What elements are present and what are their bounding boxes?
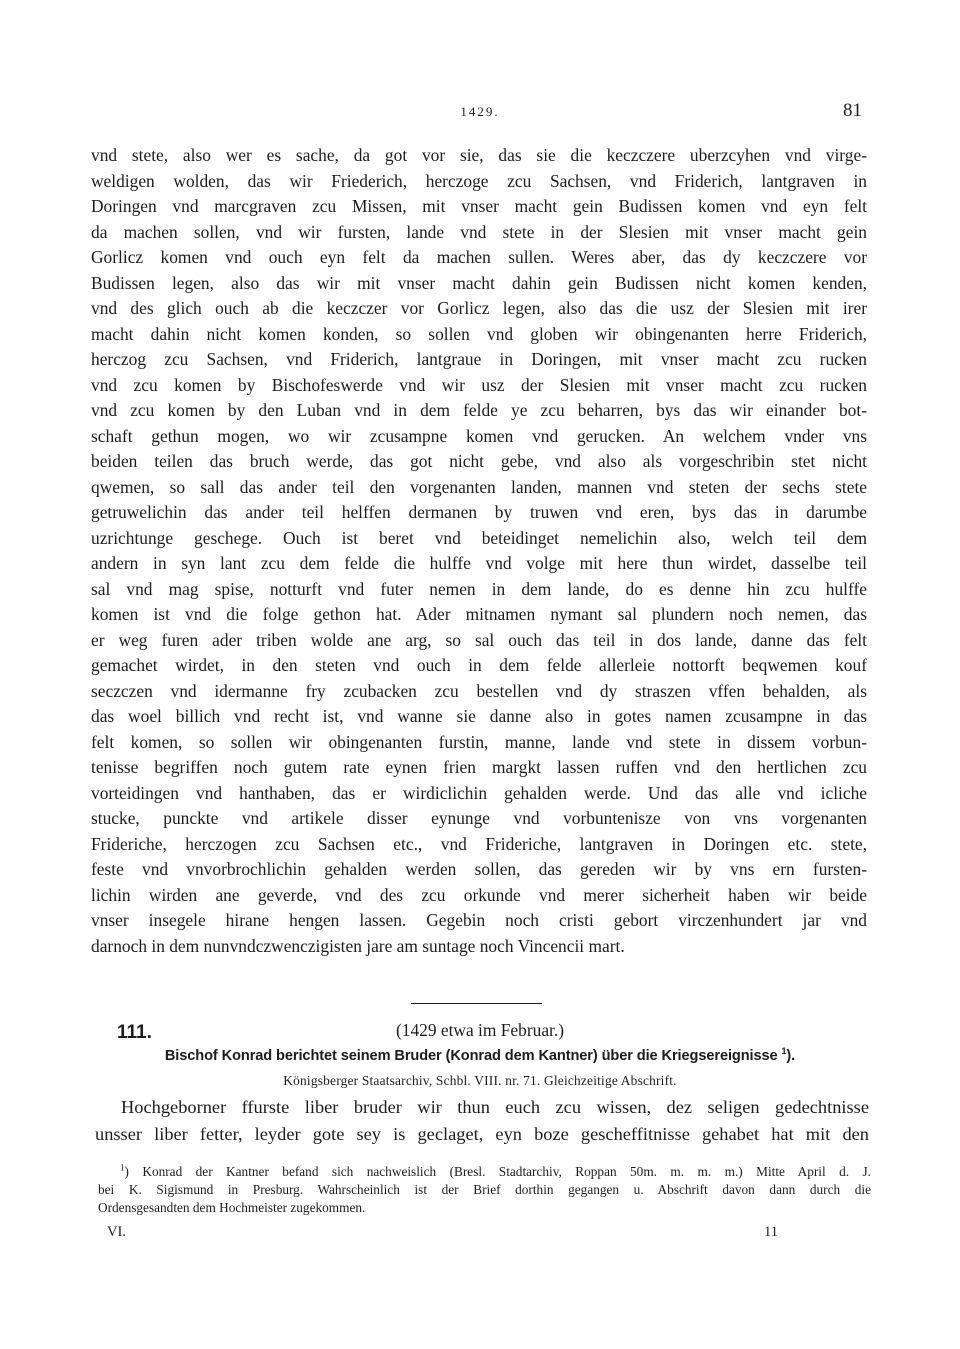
text-line: er weg furen ader triben wolde ane arg, so sal ouch das teil in dos lande, danne das felt — [91, 629, 867, 650]
text-line: seczczen vnd idermanne fry zcubacken zcu bestellen vnd dy straszen vffen behalden, als — [91, 680, 867, 701]
running-header-year: 1429. — [460, 104, 500, 119]
document-date: (1429 etwa im Februar.) — [395, 1020, 565, 1040]
text-line: Frideriche, herczogen zcu Sachsen etc., vnd Frideriche, lantgraven in Doringen etc. stete, — [91, 833, 867, 854]
text-line: weldigen wolden, das wir Friederich, herczoge zcu Sachsen, vnd Friderich, lantgraven in — [91, 170, 867, 191]
text-line: vnser insegele hirane hengen lassen. Gegebin noch cristi gebort virczenhundert jar vnd — [91, 910, 867, 930]
text-line: tenisse begriffen noch gutem rate eynen frien margkt lassen ruffen vnd den hertlichen zcu — [91, 757, 867, 777]
text-line: das woel billich vnd recht ist, vnd wanne sie danne also in gotes namen zcusampne in das — [91, 706, 867, 726]
text-line: Gorlicz komen vnd ouch eyn felt da machen sullen. Weres aber, das dy keczczere vor — [91, 247, 867, 267]
footnote-line: Ordensgesandten dem Hochmeister zugekommen. — [98, 1200, 366, 1215]
sheet-signature: 11 — [764, 1224, 778, 1240]
document-number: 111. — [117, 1022, 152, 1043]
text-line: Hochgeborner ffurste liber bruder wir thun euch zcu wissen, dez seligen gedechtnisse — [121, 1097, 869, 1117]
text-line: vnd zcu komen by den Luban vnd in dem felde ye zcu beharren, bys das wir einander bot- — [91, 400, 867, 420]
text-line: stucke, punckte vnd artikele disser eynunge vnd vorbuntenisze von vns vorgenanten — [91, 808, 867, 828]
document-body — [95, 1094, 869, 1148]
document-title-end: ). — [786, 1048, 796, 1064]
text-line: schaft gethun mogen, wo wir zcusampne komen vnd gerucken. An welchem vnder vns — [91, 425, 867, 446]
footnote-line — [98, 1163, 871, 1181]
text-line: unsser liber fetter, leyder gote sey is geclaget, eyn boze gescheffitnisse gehabet hat mit den — [95, 1124, 869, 1144]
text-line: lichin wirden ane geverde, vnd des zcu orkunde vnd merer sicherheit haben wir beide — [91, 884, 867, 905]
text-line: Budissen legen, also das wir mit vnser macht dahin gein Budissen nicht komen kenden, — [91, 272, 867, 293]
text-line: vnd zcu komen by Bischofeswerde vnd wir usz der Slesien mit vnser macht zcu rucken — [91, 374, 867, 395]
text-line: Doringen vnd marcgraven zcu Missen, mit vnser macht gein Budissen komen vnd eyn felt — [91, 196, 867, 216]
volume-signature: VI. — [107, 1224, 126, 1240]
text-line: vnd stete, also wer es sache, da got vor sie, das sie die keczczere uberzcyhen vnd virge- — [91, 145, 867, 165]
text-line: beiden teilen das bruch werde, das got nicht gebe, vnd also als vorgeschribin stet nicht — [91, 451, 867, 471]
document-title: Bischof Konrad berichtet seinem Bruder (Konrad dem Kantner) über die Kriegsereignisse — [164, 1048, 778, 1064]
text-line: gemachet wirdet, in den steten vnd ouch in dem felde allerleie nottorft beqwemen kouf — [91, 655, 867, 675]
footnotes — [98, 1163, 871, 1217]
text-line: macht dahin nicht komen konden, so sollen vnd globen wir obingenanten herre Friderich, — [91, 323, 867, 344]
text-line: felt komen, so sollen wir obingenanten furstin, manne, lande vnd stete in dissem vorbun- — [91, 731, 867, 752]
text-line: uzrichtunge geschege. Ouch ist beret vnd beteidinget nemelichin also, welch teil dem — [91, 527, 867, 548]
text-line: sal vnd mag spise, notturft vnd futer nemen in dem lande, do es denne hin zcu hulffe — [91, 578, 867, 599]
footnote-line: bei K. Sigismund in Presburg. Wahrscheinlich ist der Brief dorthin gegangen u. Abschrift davon dann durch die — [98, 1182, 871, 1197]
footnote-reference: 1 — [781, 1046, 787, 1057]
text-line: herczog zcu Sachsen, vnd Friderich, lantgraue in Doringen, mit vnser macht zcu rucken — [91, 349, 867, 369]
text-line: darnoch in dem nunvndczwenczigisten jare am suntage noch Vincencii mart. — [91, 935, 625, 956]
text-line: feste vnd vnvorbrochlichin gehalden werden sollen, das gereden wir by vns ern fursten- — [91, 859, 867, 879]
text-line: andern in syn lant zcu dem felde die hulffe vnd volge mit here thun wirdet, dasselbe teil — [91, 553, 867, 573]
footnote-mark: 1 — [120, 1162, 125, 1173]
text-line: vorteidingen vnd hanthaben, das er wirdiclichin gehalden werde. Und das alle vnd icliche — [91, 782, 867, 803]
text-line: vnd des glich ouch ab die keczczer vor Gorlicz legen, also das die usz der Slesien mit irer — [91, 298, 867, 318]
text-line: getruwelichin das ander teil helffen dermanen by truwen vnd eren, bys das in darumbe — [91, 502, 867, 522]
main-text-block — [91, 143, 867, 959]
text-line: da machen sollen, vnd wir fursten, lande vnd stete in der Slesien mit vnser macht gein — [91, 221, 867, 242]
section-separator-rule — [411, 1003, 542, 1004]
archive-source: Königsberger Staatsarchiv, Schbl. VIII. nr. 71. Gleichzeitige Abschrift. — [283, 1073, 677, 1088]
footnote-text: ) Konrad der Kantner befand sich nachweislich (Bresl. Stadtarchiv, Roppan 50m. m. m. m.) Mitte April d. J. — [124, 1164, 871, 1179]
document-heading — [0, 1048, 960, 1064]
text-line: qwemen, so sall das ander teil den vorgenanten landen, mannen vnd steten der sechs stete — [91, 476, 867, 497]
text-line: komen ist vnd die folge gethon hat. Ader mitnamen nymant sal plundern noch nemen, das — [91, 604, 867, 624]
page-number: 81 — [843, 100, 862, 121]
